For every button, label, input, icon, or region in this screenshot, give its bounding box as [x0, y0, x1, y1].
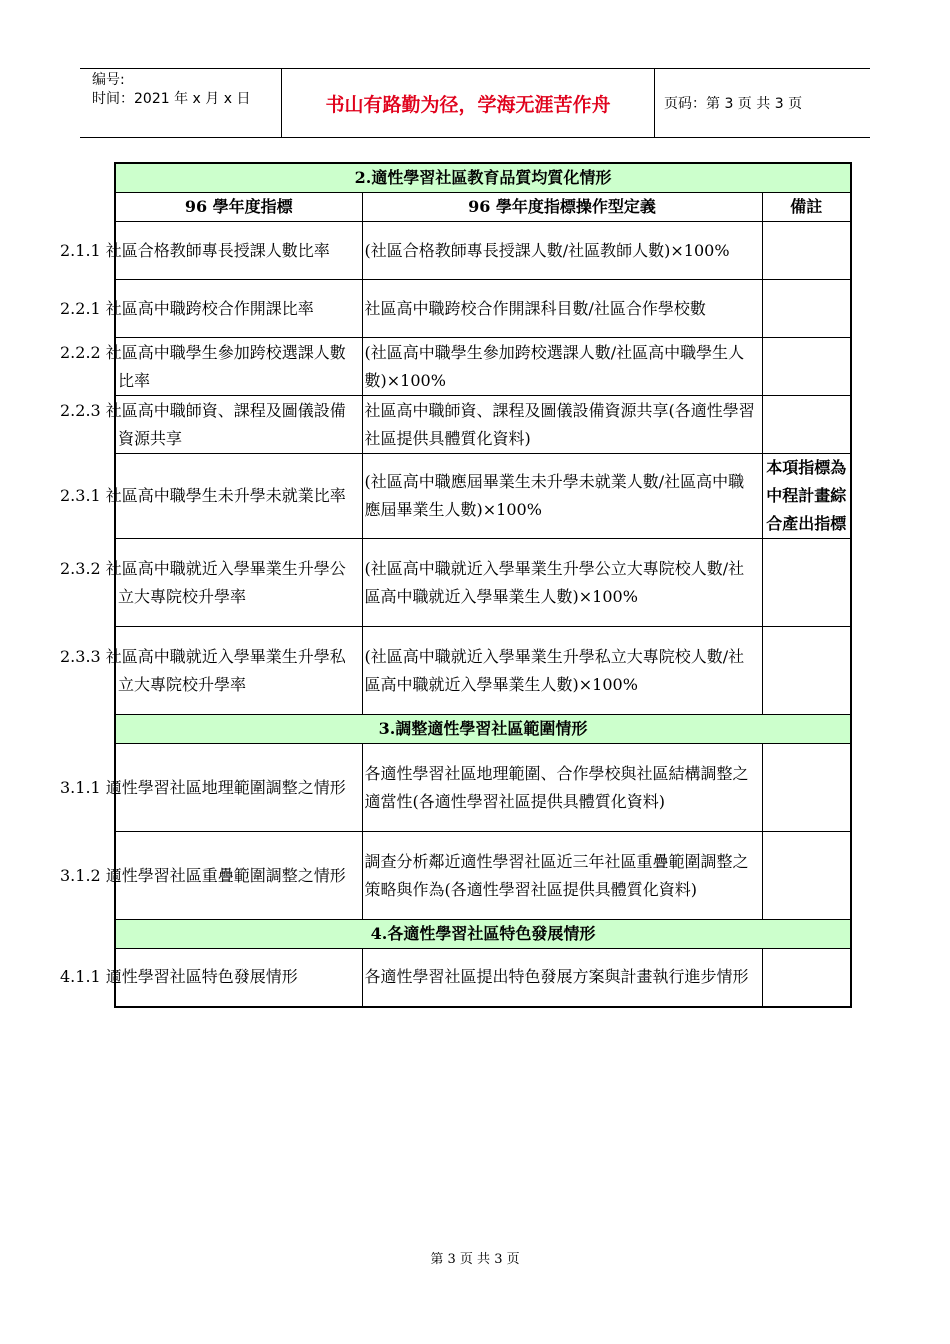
note-cell: 本項指標為中程計畫綜合產出指標 [762, 454, 851, 539]
indicator-cell: 2.3.2 社區高中職就近入學畢業生升學公立大專院校升學率 [115, 539, 362, 627]
column-header-definition: 96 學年度指標操作型定義 [362, 193, 762, 222]
column-header-note: 備註 [762, 193, 851, 222]
code-label: 编号: [92, 72, 125, 88]
header-motto: 书山有路勤为径，学海无涯苦作舟 [282, 69, 655, 137]
indicator-cell: 2.1.1 社區合格教師專長授課人數比率 [115, 222, 362, 280]
column-header-indicator: 96 學年度指標 [115, 193, 362, 222]
section-title: 2.適性學習社區教育品質均質化情形 [115, 163, 851, 193]
note-cell [762, 949, 851, 1007]
table-row [115, 280, 851, 338]
indicator-cell: 2.2.3 社區高中職師資、課程及圖儀設備資源共享 [115, 396, 362, 454]
note-cell [762, 280, 851, 338]
definition-cell: (社區高中職學生參加跨校選課人數/社區高中職學生人數)×100% [362, 338, 762, 396]
note-cell [762, 396, 851, 454]
note-cell [762, 832, 851, 920]
section-title: 3.調整適性學習社區範圍情形 [115, 715, 851, 744]
table-row [115, 832, 851, 920]
page-footer: 第 3 页 共 3 页 [430, 1252, 520, 1267]
table-row [115, 949, 851, 1007]
definition-cell: 各適性學習社區地理範圍、合作學校與社區結構調整之適當性(各適性學習社區提供具體質化資料) [362, 744, 762, 832]
definition-cell: 社區高中職跨校合作開課科目數/社區合作學校數 [362, 280, 762, 338]
note-cell [762, 744, 851, 832]
note-cell [762, 539, 851, 627]
definition-cell: (社區高中職就近入學畢業生升學私立大專院校人數/社區高中職就近入學畢業生人數)×100% [362, 627, 762, 715]
table-row [115, 222, 851, 280]
table-row [115, 744, 851, 832]
indicator-cell: 4.1.1 適性學習社區特色發展情形 [115, 949, 362, 1007]
header-meta [80, 69, 282, 137]
time-label: 时间：2021 年 x 月 x 日 [92, 91, 251, 107]
note-cell [762, 222, 851, 280]
indicator-cell: 2.2.2 社區高中職學生參加跨校選課人數比率 [115, 338, 362, 396]
definition-cell: 社區高中職師資、課程及圖儀設備資源共享(各適性學習社區提供具體質化資料) [362, 396, 762, 454]
page-header [80, 68, 870, 138]
indicator-table [60, 162, 852, 1008]
indicator-cell: 2.2.1 社區高中職跨校合作開課比率 [115, 280, 362, 338]
section-title: 4.各適性學習社區特色發展情形 [115, 920, 851, 949]
table-row [115, 454, 851, 539]
definition-cell: (社區高中職就近入學畢業生升學公立大專院校人數/社區高中職就近入學畢業生人數)×100% [362, 539, 762, 627]
indicator-cell: 2.3.3 社區高中職就近入學畢業生升學私立大專院校升學率 [115, 627, 362, 715]
indicator-cell: 2.3.1 社區高中職學生未升學未就業比率 [115, 454, 362, 539]
definition-cell: (社區高中職應屆畢業生未升學未就業人數/社區高中職應屆畢業生人數)×100% [362, 454, 762, 539]
header-page-label: 页码：第 3 页 共 3 页 [664, 96, 803, 112]
definition-cell: 調查分析鄰近適性學習社區近三年社區重疊範圍調整之策略與作為(各適性學習社區提供具體質化資料) [362, 832, 762, 920]
note-cell [762, 627, 851, 715]
table-row [115, 338, 851, 396]
indicator-cell: 3.1.2 適性學習社區重疊範圍調整之情形 [115, 832, 362, 920]
table-row [115, 627, 851, 715]
definition-cell: 各適性學習社區提出特色發展方案與計畫執行進步情形 [362, 949, 762, 1007]
indicator-cell: 3.1.1 適性學習社區地理範圍調整之情形 [115, 744, 362, 832]
definition-cell: (社區合格教師專長授課人數/社區教師人數)×100% [362, 222, 762, 280]
table-row [115, 396, 851, 454]
note-cell [762, 338, 851, 396]
table-row [115, 539, 851, 627]
